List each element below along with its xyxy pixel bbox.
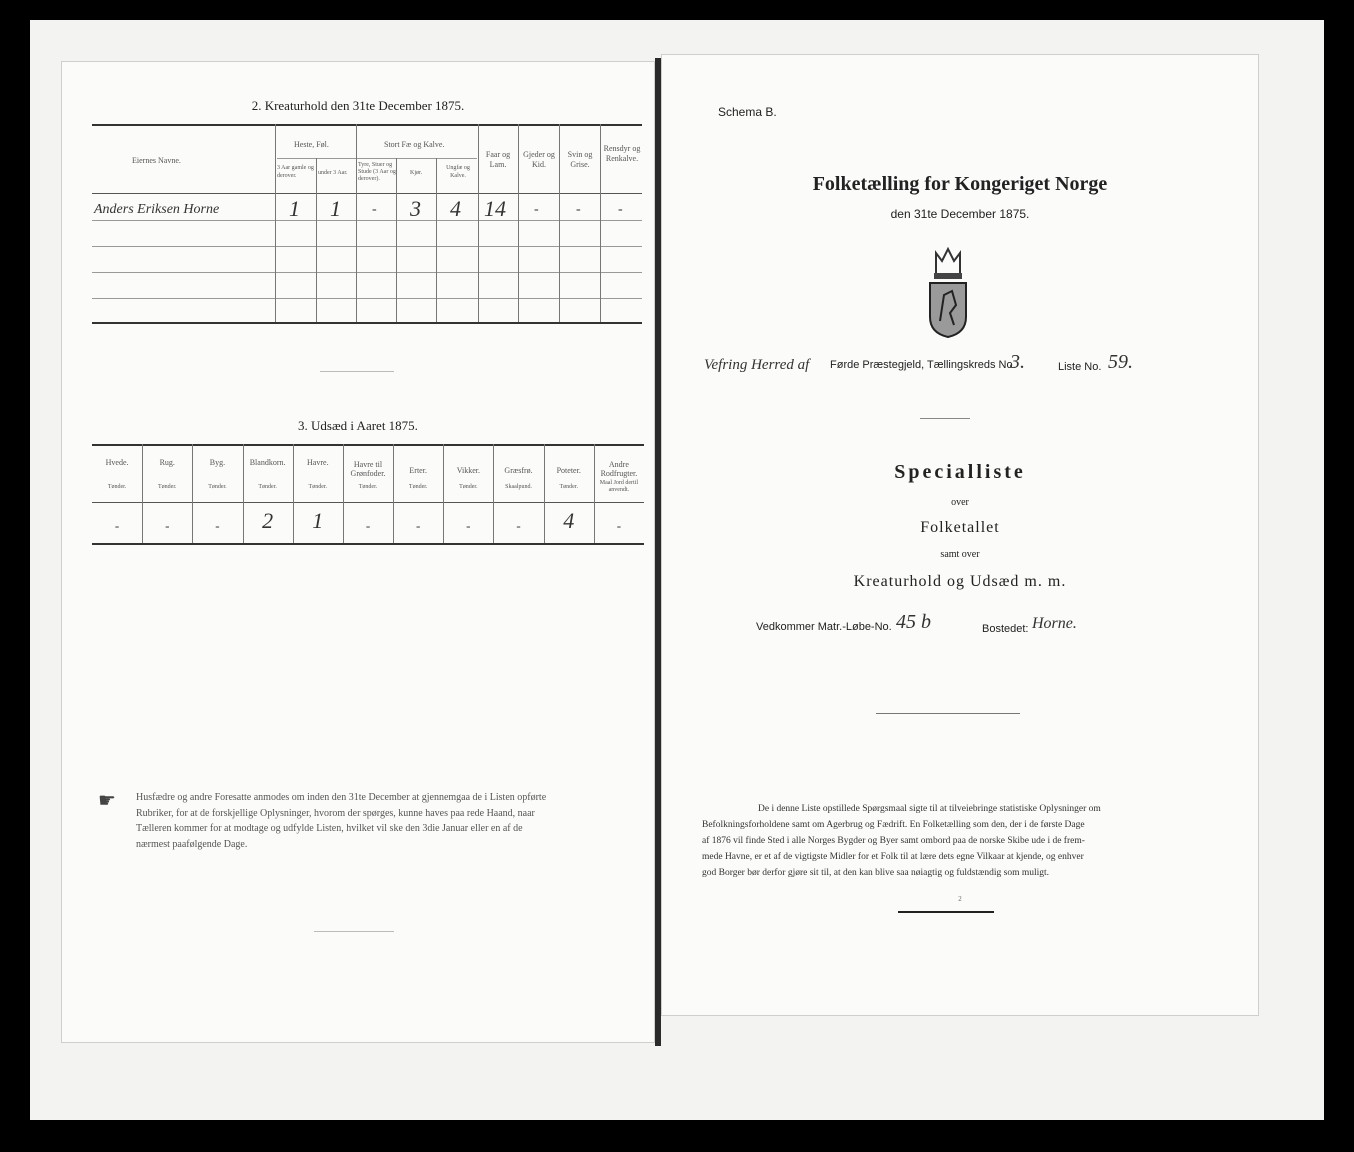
udsaed-unit: Tønder. <box>208 484 227 490</box>
udsaed-header: Rug. <box>159 458 175 467</box>
col-heste-old: 3 Aar gamle og derover. <box>277 165 314 179</box>
page-gutter <box>655 58 661 1046</box>
cell-gjeder: - <box>534 202 539 217</box>
udsaed-unit: Tønder. <box>258 484 277 490</box>
udsaed-cell: - <box>616 518 622 533</box>
udsaed-unit: Tønder. <box>308 484 328 490</box>
col-stort: Stort Fæ og Kalve. <box>384 140 445 149</box>
parish-label: Førde Præstegjeld, Tællingskreds No. <box>830 359 1016 371</box>
udsaed-cell: 1 <box>312 508 324 533</box>
udsaed-cell: - <box>516 518 521 533</box>
cell-heste-young: 1 <box>330 196 341 221</box>
section3-title: 3. Udsæd i Aaret 1875. <box>298 418 418 433</box>
udsaed-cell: - <box>365 518 371 533</box>
notice-line: Rubriker, for at de forskjellige Oplysninger, hvorom der spørges, kunne haves paa rede Haand, naar <box>136 807 535 819</box>
col-heste: Heste, Føl. <box>294 140 329 149</box>
udsaed-unit: Tønder. <box>107 484 127 490</box>
liste-number: 59. <box>1108 351 1133 373</box>
pointing-hand-icon: ☛ <box>98 790 116 812</box>
notice-line: Husfædre og andre Foresatte anmodes om inden den 31te December at gjennemgaa de i Listen opførte <box>136 792 547 803</box>
matr-label: Vedkommer Matr.-Løbe-No. <box>756 621 892 633</box>
page-number: 2 <box>958 895 962 903</box>
paragraph-line: De i denne Liste opstillede Spørgsmaal sigte til at tilveiebringe statistiske Oplysninger om <box>758 804 1101 814</box>
table3-bottom-rule <box>92 543 644 545</box>
table2-bottom-rule <box>92 322 642 324</box>
kreds-number: 3. <box>1010 351 1025 373</box>
bosted-value: Horne. <box>1032 615 1077 632</box>
matr-number: 45 b <box>896 611 931 633</box>
udsaed-cell: - <box>415 518 421 533</box>
udsaed-cell: - <box>466 518 471 533</box>
udsaed-header: Græsfrø. <box>504 466 533 475</box>
udsaed-header: Hvede. <box>105 458 129 467</box>
cell-kjor: 3 <box>410 196 421 221</box>
udsaed-unit: Tønder. <box>408 484 428 490</box>
udsaed-cell: - <box>165 518 170 533</box>
cell-ungfae: 4 <box>450 196 461 221</box>
udsaed-cell: - <box>215 518 220 533</box>
col-heste-young: under 3 Aar. <box>318 170 348 176</box>
udsaed-header: Havre til Grønfoder. <box>350 460 386 478</box>
udsaed-unit: Tønder. <box>559 484 578 490</box>
udsaed-cell: - <box>114 518 120 533</box>
udsaed-header: Andre Rodfrugter. <box>600 460 638 478</box>
cell-svin: - <box>576 202 581 217</box>
intro-paragraph <box>702 801 1216 881</box>
col-svin: Svin og Grise. <box>567 150 593 169</box>
table3-top-rule <box>92 444 644 446</box>
udsaed-cell: 4 <box>563 508 575 533</box>
paragraph-line: mede Havne, er et af de vigtigste Midler for et Folk til at lære dets egne Vilkaar at kjende, og enhver <box>702 852 1084 862</box>
coat-of-arms-icon <box>924 247 972 339</box>
schema-label: Schema B. <box>718 105 777 119</box>
right-page <box>662 55 1258 1015</box>
col-gjeder: Gjeder og Kid. <box>523 150 555 169</box>
col-rensdyr: Rensdyr og Renkalve. <box>603 144 641 163</box>
col-stort-ungfae: Ungfæ og Kalve. <box>446 165 470 179</box>
notice-line: nærmest paafølgende Dage. <box>136 838 248 850</box>
over-label: over <box>951 497 969 508</box>
udsaed-unit: Tønder. <box>358 484 378 490</box>
col-stort-kjor: Kjør. <box>410 170 423 176</box>
col-stort-tyre: Tyre, Stuer og Stude (3 Aar og derover). <box>358 162 396 182</box>
udsaed-unit: Tønder. <box>459 484 478 490</box>
samt-over-label: samt over <box>940 549 980 560</box>
udsaed-unit: Maal Jord dertil anvendt. <box>599 480 639 493</box>
cell-rensdyr: - <box>618 202 623 217</box>
liste-label: Liste No. <box>1058 361 1102 373</box>
census-title: Folketælling for Kongeriget Norge <box>812 173 1108 195</box>
udsaed-header: Erter. <box>409 466 427 475</box>
section2-title: 2. Kreaturhold den 31te December 1875. <box>251 98 465 113</box>
left-page <box>62 62 654 1042</box>
specialliste-heading: Specialliste <box>894 461 1026 483</box>
notice-line: Tælleren kommer for at modtage og udfylde Listen, hvilket vil ske den 3die Januar eller en af de <box>136 823 523 834</box>
cell-faar: 14 <box>484 196 506 221</box>
folketallet-heading: Folketallet <box>920 519 1000 536</box>
udsaed-header: Blandkorn. <box>249 458 286 467</box>
paragraph-line: Befolkningsforholdene samt om Agerbrug og Fædrift. En Folketælling som den, der i de første Dage <box>702 820 1085 830</box>
udsaed-header: Poteter. <box>556 466 581 475</box>
bosted-label: Bostedet: <box>982 623 1029 635</box>
cell-heste-old: 1 <box>289 196 300 221</box>
udsaed-cell: 2 <box>262 508 274 533</box>
udsaed-unit: Skaalpund. <box>505 484 532 490</box>
udsaed-unit: Tønder. <box>158 484 177 490</box>
udsaed-header: Havre. <box>307 458 329 467</box>
paragraph-line: af 1876 vil finde Sted i alle Norges Bygder og Byer samt ombord paa de norske Skibe ude i de frem- <box>702 836 1085 846</box>
udsaed-header: Byg. <box>209 458 226 467</box>
col-owner-names: Eiernes Navne. <box>132 156 181 165</box>
udsaed-header: Vikker. <box>456 466 480 475</box>
col-faar: Faar og Lam. <box>485 150 511 169</box>
owner-name-cell: Anders Eriksen Horne <box>94 202 220 217</box>
cell-tyre: - <box>372 202 377 217</box>
notice-text <box>136 790 546 852</box>
paragraph-line: god Borger bør derfor gjøre sit til, at den kan blive saa nøiagtig og fuldstændig som muligt. <box>702 868 1050 878</box>
kreaturhold-heading: Kreaturhold og Udsæd m. m. <box>853 573 1067 590</box>
census-date: den 31te December 1875. <box>890 207 1030 221</box>
parish-handwritten: Vefring Herred af <box>704 357 810 373</box>
